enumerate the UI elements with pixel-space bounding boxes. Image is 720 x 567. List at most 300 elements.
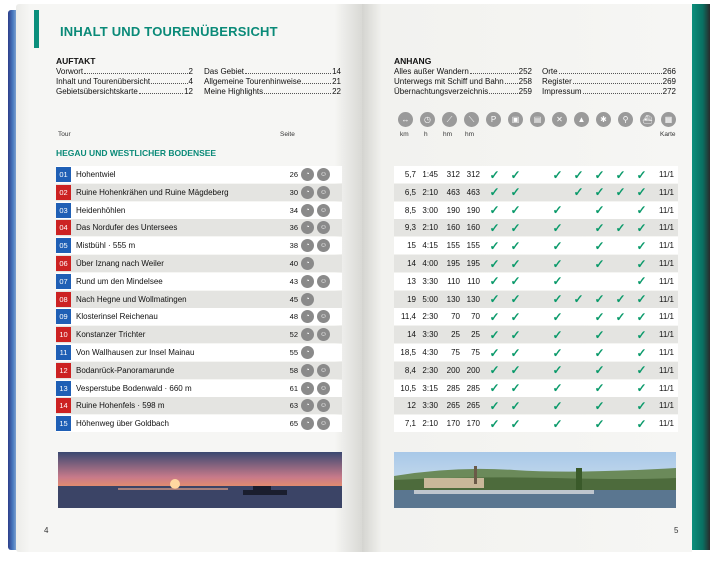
toc-entry-label: Orte	[542, 67, 558, 76]
check-icon: ✓	[510, 238, 521, 253]
tour-h: 1:45	[422, 170, 438, 179]
tour-name: Von Wallhausen zur Insel Mainau	[76, 348, 195, 357]
check-icon: ✓	[615, 167, 626, 182]
tour-row-left[interactable]	[56, 344, 342, 361]
check-icon: ✓	[552, 256, 563, 271]
check-icon: ✓	[615, 309, 626, 324]
check-icon: ✓	[489, 220, 500, 235]
difficulty-icon: ◔	[301, 257, 314, 270]
tour-hm2: 130	[466, 294, 480, 304]
tour-hm1: 170	[446, 419, 460, 429]
check-icon: ✓	[510, 398, 521, 413]
toc-entry-page: 4	[188, 77, 193, 86]
tour-row-right[interactable]	[394, 344, 678, 361]
toc-entry	[204, 77, 341, 87]
tour-name: Konstanzer Trichter	[76, 330, 146, 340]
tour-number-badge: 12	[56, 363, 71, 378]
tour-h: 2:30	[422, 312, 438, 322]
toc-dot-leader	[505, 77, 518, 84]
check-icon: ✓	[636, 220, 647, 235]
tour-row-left[interactable]	[56, 219, 342, 236]
toc-entry	[394, 67, 532, 77]
tour-page: 58	[289, 365, 298, 375]
col-karte-header: Karte	[660, 131, 676, 138]
tour-h: 4:30	[422, 348, 438, 357]
check-icon: ✓	[594, 363, 605, 378]
tour-h: 3:30	[422, 401, 438, 411]
tour-name: Hohentwiel	[76, 170, 116, 179]
toc-dot-leader	[151, 77, 187, 84]
tour-hm2: 170	[466, 419, 480, 429]
tour-h: 3:30	[422, 276, 438, 286]
difficulty-icon: ◔	[301, 168, 314, 181]
toc-entry-page: 22	[332, 87, 341, 96]
sunset-lake-photo	[58, 452, 342, 508]
check-icon: ✓	[594, 345, 605, 360]
toc-entry	[394, 87, 532, 97]
tour-name: Vesperstube Bodenwald · 660 m	[76, 383, 192, 393]
check-icon: ✓	[510, 381, 521, 396]
tour-h: 2:30	[422, 365, 438, 375]
tour-page: 61	[289, 383, 298, 393]
toc-entry-label: Register	[542, 77, 572, 86]
tour-name: Bodanrück-Panoramarunde	[76, 365, 175, 375]
tour-h: 4:15	[422, 241, 438, 251]
check-icon: ✓	[594, 292, 605, 307]
check-icon: ✓	[489, 185, 500, 200]
tour-name: Mistbühl · 555 m	[76, 241, 136, 251]
difficulty-icon: ◔	[301, 186, 314, 199]
toc-entry	[394, 77, 532, 87]
page-title: INHALT UND TOURENÜBERSICHT	[60, 24, 278, 39]
tour-km: 12	[407, 401, 416, 411]
tour-hm1: 110	[447, 276, 460, 286]
toc-dot-leader	[264, 87, 331, 94]
tour-hm2: 155	[466, 241, 480, 251]
section-anhang: ANHANG	[394, 56, 432, 66]
tour-page: 48	[289, 312, 298, 322]
tour-karte: 11/1	[659, 223, 674, 233]
check-icon: ✓	[636, 256, 647, 271]
tour-page: 45	[289, 294, 298, 304]
check-icon: ✓	[510, 203, 521, 218]
tour-km: 11,4	[401, 312, 416, 322]
tour-km: 14	[407, 259, 416, 268]
tour-page: 43	[289, 276, 298, 286]
check-icon: ✓	[552, 238, 563, 253]
check-icon: ✓	[489, 381, 500, 396]
tour-hm1: 190	[446, 205, 460, 215]
tour-number-badge: 06	[56, 256, 71, 271]
check-icon: ✓	[552, 309, 563, 324]
tour-hm2: 110	[467, 276, 480, 286]
check-icon: ✓	[615, 185, 626, 200]
check-icon: ✓	[594, 416, 605, 431]
tour-km: 6,5	[404, 187, 416, 197]
check-icon: ✓	[636, 398, 647, 413]
tour-page: 40	[289, 259, 298, 268]
difficulty-icon: ◔	[301, 417, 314, 430]
tour-h: 4:00	[422, 259, 438, 268]
tour-karte: 11/1	[659, 348, 674, 357]
toc-entry-label: Meine Highlights	[204, 87, 264, 96]
toc-entry-page: 2	[188, 67, 193, 76]
toc-anhang-col2	[542, 67, 676, 97]
toc-dot-leader	[470, 67, 518, 74]
check-icon: ✓	[489, 256, 500, 271]
check-icon: ✓	[552, 416, 563, 431]
tour-h: 2:10	[422, 223, 438, 233]
tour-karte: 11/1	[659, 312, 674, 322]
toc-entry	[204, 67, 341, 77]
tour-number-badge: 05	[56, 238, 71, 253]
check-icon: ✓	[636, 292, 647, 307]
tour-row-right[interactable]	[394, 326, 678, 343]
check-icon: ✓	[489, 238, 500, 253]
check-icon: ✓	[552, 292, 563, 307]
tour-km: 8,5	[404, 205, 416, 215]
family-friendly-icon: ☺	[317, 417, 330, 430]
harbor-village-photo	[394, 452, 676, 508]
tour-name: Heidenhöhlen	[76, 205, 126, 215]
check-icon: ✓	[636, 274, 647, 289]
check-icon: ✓	[510, 345, 521, 360]
check-icon: ✓	[636, 381, 647, 396]
check-icon: ✓	[594, 327, 605, 342]
tour-hm1: 160	[446, 223, 460, 233]
ascent-icon: ⟋	[442, 112, 457, 127]
check-icon: ✓	[636, 345, 647, 360]
difficulty-icon: ◔	[301, 293, 314, 306]
restaurant-icon: ✕	[552, 112, 567, 127]
family-friendly-icon: ☺	[317, 364, 330, 377]
check-icon: ✓	[594, 185, 605, 200]
col-hm1-header: hm	[443, 131, 453, 138]
tour-row-left[interactable]	[56, 237, 342, 254]
tour-page: 55	[289, 348, 298, 357]
tour-number-badge: 08	[56, 292, 71, 307]
tour-row-right[interactable]	[394, 380, 678, 397]
check-icon: ✓	[489, 309, 500, 324]
toc-entry-label: Das Gebiet	[204, 67, 245, 76]
tour-name: Ruine Hohenkrähen und Ruine Mägdeberg	[76, 187, 229, 197]
tour-km: 8,4	[404, 365, 416, 375]
page-number-right: 5	[674, 526, 679, 535]
check-icon: ✓	[573, 292, 584, 307]
map-icon: ▦	[661, 112, 676, 127]
tour-row-left[interactable]	[56, 415, 342, 432]
tour-page: 52	[289, 330, 298, 340]
tour-karte: 11/1	[659, 241, 674, 251]
tour-number-badge: 09	[56, 309, 71, 324]
family-friendly-icon: ☺	[317, 328, 330, 341]
toc-dot-leader	[302, 77, 331, 84]
tour-row-left[interactable]	[56, 397, 342, 414]
check-icon: ✓	[552, 363, 563, 378]
family-friendly-icon: ☺	[317, 204, 330, 217]
tour-km: 10,5	[400, 383, 416, 393]
train-icon: ▤	[530, 112, 545, 127]
check-icon: ✓	[594, 203, 605, 218]
tour-page: 65	[289, 419, 298, 429]
left-page	[16, 4, 362, 552]
tour-h: 3:00	[422, 205, 438, 215]
tour-hm2: 70	[471, 312, 480, 322]
check-icon: ✓	[489, 327, 500, 342]
check-icon: ✓	[510, 220, 521, 235]
toc-entry-page: 252	[518, 67, 532, 76]
check-icon: ✓	[552, 274, 563, 289]
toc-dot-leader	[245, 67, 331, 74]
check-icon: ✓	[636, 309, 647, 324]
tour-hm1: 312	[446, 170, 460, 179]
tour-km: 9,3	[404, 223, 416, 233]
tour-name: Ruine Hohenfels · 598 m	[76, 401, 165, 411]
toc-entry	[204, 87, 341, 97]
tour-hm2: 190	[466, 205, 480, 215]
tour-row-left[interactable]	[56, 362, 342, 379]
tour-hm2: 265	[466, 401, 480, 411]
toc-entry-label: Allgemeine Tourenhinweise	[204, 77, 302, 86]
toc-entry-label: Unterwegs mit Schiff und Bahn	[394, 77, 504, 86]
page-number-left: 4	[44, 526, 49, 535]
check-icon: ✓	[552, 203, 563, 218]
check-icon: ✓	[489, 416, 500, 431]
tour-row-left[interactable]	[56, 255, 342, 272]
tour-karte: 11/1	[659, 187, 674, 197]
check-icon: ✓	[510, 416, 521, 431]
difficulty-icon: ◔	[301, 382, 314, 395]
toc-dot-leader	[84, 67, 187, 74]
tour-name: Das Nordufer des Untersees	[76, 223, 178, 233]
tour-karte: 11/1	[659, 205, 674, 215]
check-icon: ✓	[594, 398, 605, 413]
title-accent-bar	[34, 10, 39, 48]
check-icon: ✓	[510, 274, 521, 289]
check-icon: ✓	[594, 256, 605, 271]
tour-row-right[interactable]	[394, 415, 678, 432]
tour-h: 2:10	[422, 187, 438, 197]
check-icon: ✓	[594, 238, 605, 253]
col-km-header: km	[400, 131, 409, 138]
book-spread	[8, 4, 714, 558]
tour-karte: 11/1	[659, 365, 674, 375]
toc-entry-label: Alles außer Wandern	[394, 67, 469, 76]
tour-page: 38	[289, 241, 298, 251]
toc-dot-leader	[139, 87, 183, 94]
tour-row-right[interactable]	[394, 291, 678, 308]
tour-row-left[interactable]	[56, 184, 342, 201]
tour-hm2: 285	[466, 383, 480, 393]
toc-auftakt-col1	[56, 67, 193, 97]
parking-icon: P	[486, 112, 501, 127]
boat-icon: ⛴	[640, 112, 655, 127]
tour-row-right[interactable]	[394, 273, 678, 290]
family-friendly-icon: ☺	[317, 186, 330, 199]
toc-entry-label: Gebietsübersichtskarte	[56, 87, 138, 96]
toc-entry-page: 14	[332, 67, 341, 76]
toc-entry-page: 21	[332, 77, 341, 86]
toc-entry-page: 272	[662, 87, 676, 96]
tour-number-badge: 14	[56, 398, 71, 413]
tour-row-left[interactable]	[56, 326, 342, 343]
tour-page: 63	[289, 401, 298, 411]
tour-hm2: 200	[466, 365, 480, 375]
difficulty-icon: ◔	[301, 364, 314, 377]
tour-number-badge: 03	[56, 203, 71, 218]
col-tour-header: Tour	[58, 131, 71, 138]
check-icon: ✓	[594, 167, 605, 182]
toc-dot-leader	[559, 67, 662, 74]
toc-anhang-col1	[394, 67, 532, 97]
tour-row-left[interactable]	[56, 291, 342, 308]
section-auftakt: AUFTAKT	[56, 56, 96, 66]
check-icon: ✓	[615, 292, 626, 307]
tour-km: 5,7	[404, 170, 416, 179]
toc-entry-label: Vorwort	[56, 67, 84, 76]
tour-hm1: 130	[446, 294, 460, 304]
check-icon: ✓	[489, 398, 500, 413]
tour-karte: 11/1	[659, 383, 674, 393]
toc-entry-label: Inhalt und Tourenübersicht	[56, 77, 151, 86]
check-icon: ✓	[489, 274, 500, 289]
tour-page: 30	[289, 187, 298, 197]
tour-hm2: 25	[471, 330, 480, 340]
tour-row-left[interactable]	[56, 166, 342, 183]
tour-hm2: 75	[471, 348, 480, 357]
tour-hm2: 463	[466, 187, 480, 197]
tour-row-left[interactable]	[56, 202, 342, 219]
check-icon: ✓	[552, 167, 563, 182]
tour-row-right[interactable]	[394, 184, 678, 201]
check-icon: ✓	[489, 363, 500, 378]
check-icon: ✓	[552, 220, 563, 235]
tour-row-right[interactable]	[394, 362, 678, 379]
tour-number-badge: 07	[56, 274, 71, 289]
tour-hm1: 70	[451, 312, 460, 322]
family-friendly-icon: ☺	[317, 221, 330, 234]
tour-hm1: 285	[446, 383, 460, 393]
family-friendly-icon: ☺	[317, 275, 330, 288]
bike-icon: ⚲	[618, 112, 633, 127]
tour-km: 7,1	[404, 419, 416, 429]
tour-row-right[interactable]	[394, 255, 678, 272]
tour-name: Nach Hegne und Wollmatingen	[76, 294, 187, 304]
family-friendly-icon: ☺	[317, 239, 330, 252]
tour-row-right[interactable]	[394, 397, 678, 414]
toc-dot-leader	[489, 87, 517, 94]
tour-km: 14	[407, 330, 416, 340]
tour-name: Klosterinsel Reichenau	[76, 312, 158, 322]
check-icon: ✓	[510, 292, 521, 307]
tour-row-right[interactable]	[394, 166, 678, 183]
tour-km: 13	[407, 276, 416, 286]
tour-number-badge: 02	[56, 185, 71, 200]
hut-icon: ▲	[574, 112, 589, 127]
tour-row-left[interactable]	[56, 273, 342, 290]
tour-karte: 11/1	[659, 170, 674, 179]
tour-km: 19	[407, 294, 416, 304]
toc-entry	[56, 87, 193, 97]
region-heading: HEGAU UND WESTLICHER BODENSEE	[56, 148, 217, 158]
difficulty-icon: ◔	[301, 239, 314, 252]
check-icon: ✓	[636, 203, 647, 218]
tour-h: 3:30	[422, 330, 438, 340]
tour-number-badge: 13	[56, 381, 71, 396]
family-friendly-icon: ☺	[317, 382, 330, 395]
family-friendly-icon: ☺	[317, 399, 330, 412]
check-icon: ✓	[636, 327, 647, 342]
tour-row-left[interactable]	[56, 380, 342, 397]
winter-icon: ✱	[596, 112, 611, 127]
km-icon: ↔	[398, 112, 413, 127]
tour-karte: 11/1	[659, 419, 674, 429]
tour-row-right[interactable]	[394, 237, 678, 254]
right-page	[362, 4, 692, 552]
tour-hm2: 312	[466, 170, 480, 179]
toc-entry-page: 259	[518, 87, 532, 96]
tour-number-badge: 04	[56, 220, 71, 235]
check-icon: ✓	[573, 167, 584, 182]
check-icon: ✓	[489, 167, 500, 182]
toc-dot-leader	[583, 87, 662, 94]
toc-entry	[542, 77, 676, 87]
tour-karte: 11/1	[659, 276, 674, 286]
tour-h: 5:00	[422, 294, 438, 304]
tour-name: Rund um den Mindelsee	[76, 276, 163, 286]
toc-entry	[56, 77, 193, 87]
difficulty-icon: ◔	[301, 204, 314, 217]
tour-row-left[interactable]	[56, 308, 342, 325]
check-icon: ✓	[636, 238, 647, 253]
tour-km: 18,5	[400, 348, 416, 357]
tour-row-right[interactable]	[394, 219, 678, 236]
toc-entry	[542, 87, 676, 97]
tour-karte: 11/1	[659, 401, 674, 411]
tour-hm1: 155	[446, 241, 460, 251]
tour-row-right[interactable]	[394, 202, 678, 219]
check-icon: ✓	[510, 256, 521, 271]
tour-h: 2:10	[422, 419, 438, 429]
tour-number-badge: 10	[56, 327, 71, 342]
toc-entry-page: 269	[662, 77, 676, 86]
tour-hm1: 200	[446, 365, 460, 375]
check-icon: ✓	[510, 185, 521, 200]
toc-entry-label: Impressum	[542, 87, 582, 96]
tour-page: 34	[289, 205, 298, 215]
check-icon: ✓	[510, 167, 521, 182]
tour-hm1: 75	[451, 348, 460, 357]
check-icon: ✓	[489, 345, 500, 360]
check-icon: ✓	[573, 185, 584, 200]
tour-number-badge: 11	[56, 345, 71, 360]
difficulty-icon: ◔	[301, 310, 314, 323]
difficulty-icon: ◔	[301, 399, 314, 412]
check-icon: ✓	[489, 203, 500, 218]
check-icon: ✓	[615, 220, 626, 235]
tour-row-right[interactable]	[394, 308, 678, 325]
check-icon: ✓	[636, 416, 647, 431]
tour-hm2: 195	[466, 259, 480, 268]
col-seite-header: Seite	[280, 131, 295, 138]
tour-karte: 11/1	[659, 294, 674, 304]
tour-hm1: 195	[446, 259, 460, 268]
check-icon: ✓	[552, 398, 563, 413]
tour-hm1: 25	[451, 330, 460, 340]
toc-entry-page: 258	[518, 77, 532, 86]
toc-entry	[56, 67, 193, 77]
check-icon: ✓	[636, 363, 647, 378]
